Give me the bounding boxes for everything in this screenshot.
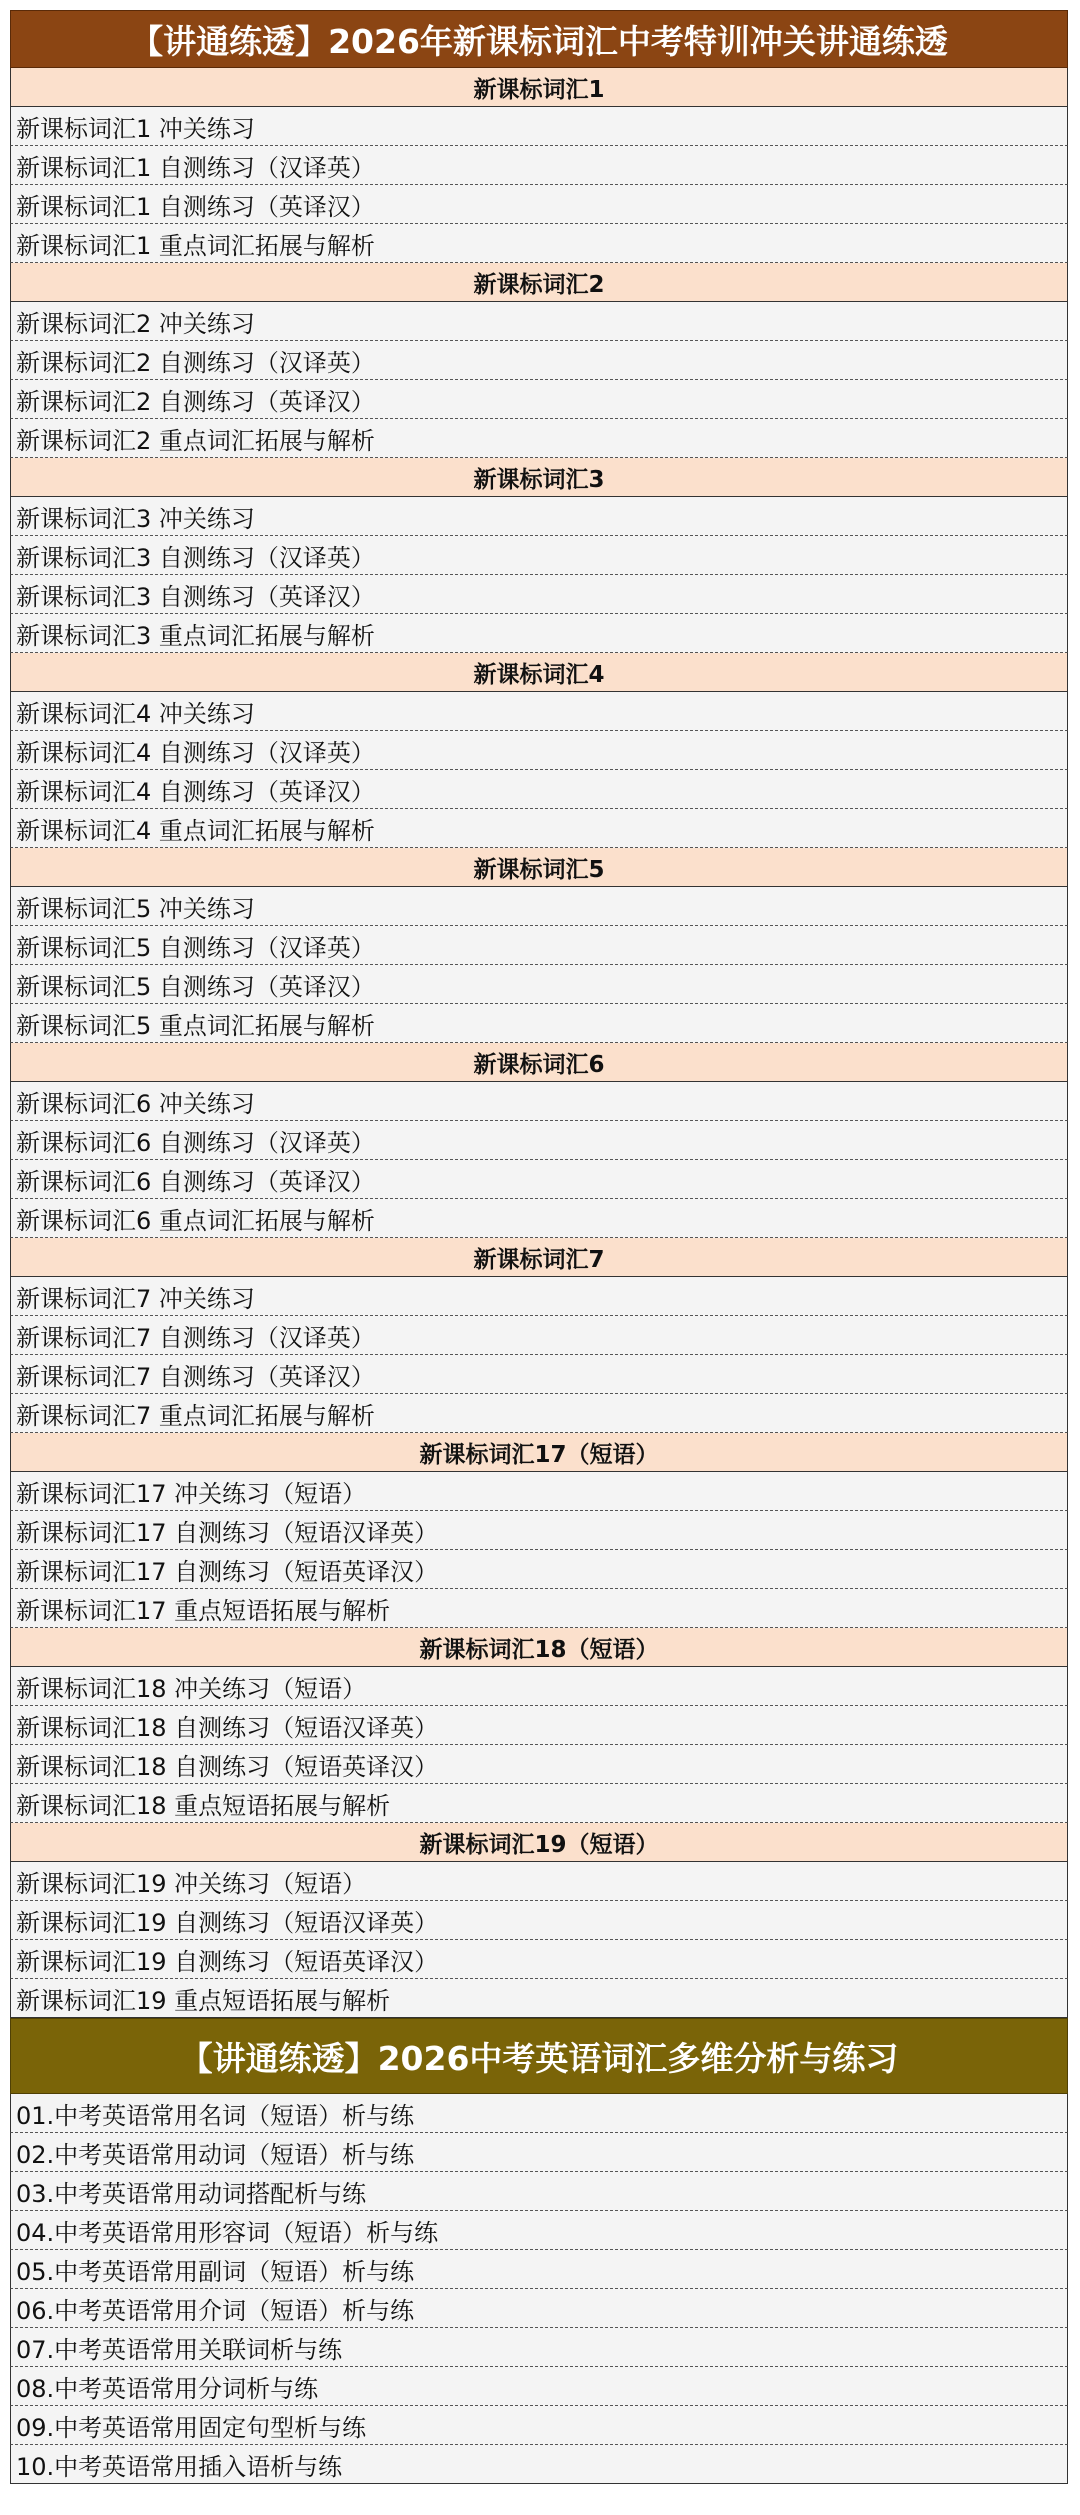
list-item[interactable]: 新课标词汇2 自测练习（汉译英）: [10, 341, 1068, 380]
list-item[interactable]: 新课标词汇2 重点词汇拓展与解析: [10, 419, 1068, 458]
list-item[interactable]: 新课标词汇7 重点词汇拓展与解析: [10, 1394, 1068, 1433]
section-17: [10, 1433, 1068, 1628]
list-item[interactable]: 新课标词汇1 冲关练习: [10, 107, 1068, 146]
list-item[interactable]: 新课标词汇5 重点词汇拓展与解析: [10, 1004, 1068, 1043]
list-item[interactable]: 03.中考英语常用动词搭配析与练: [10, 2172, 1068, 2211]
section-header: 新课标词汇2: [10, 263, 1068, 302]
list-item[interactable]: 新课标词汇19 自测练习（短语英译汉）: [10, 1940, 1068, 1979]
list-item[interactable]: 06.中考英语常用介词（短语）析与练: [10, 2289, 1068, 2328]
list-item[interactable]: 新课标词汇5 冲关练习: [10, 887, 1068, 926]
list-item[interactable]: 新课标词汇1 自测练习（英译汉）: [10, 185, 1068, 224]
list-item[interactable]: 新课标词汇2 自测练习（英译汉）: [10, 380, 1068, 419]
section-3: [10, 458, 1068, 653]
section-18: [10, 1628, 1068, 1823]
section-header: 新课标词汇6: [10, 1043, 1068, 1082]
section-header: 新课标词汇4: [10, 653, 1068, 692]
list-item[interactable]: 新课标词汇5 自测练习（英译汉）: [10, 965, 1068, 1004]
list-item[interactable]: 新课标词汇3 自测练习（英译汉）: [10, 575, 1068, 614]
list-item[interactable]: 新课标词汇19 自测练习（短语汉译英）: [10, 1901, 1068, 1940]
analysis-list: [10, 2094, 1068, 2484]
list-item[interactable]: 新课标词汇17 冲关练习（短语）: [10, 1472, 1068, 1511]
section-header: 新课标词汇5: [10, 848, 1068, 887]
list-item[interactable]: 01.中考英语常用名词（短语）析与练: [10, 2094, 1068, 2133]
list-item[interactable]: 新课标词汇18 重点短语拓展与解析: [10, 1784, 1068, 1823]
list-item[interactable]: 新课标词汇4 冲关练习: [10, 692, 1068, 731]
section-header: 新课标词汇3: [10, 458, 1068, 497]
list-item[interactable]: 04.中考英语常用形容词（短语）析与练: [10, 2211, 1068, 2250]
list-item[interactable]: 新课标词汇3 冲关练习: [10, 497, 1068, 536]
section-5: [10, 848, 1068, 1043]
list-item[interactable]: 新课标词汇4 自测练习（英译汉）: [10, 770, 1068, 809]
list-item[interactable]: 新课标词汇4 重点词汇拓展与解析: [10, 809, 1068, 848]
section-header: 新课标词汇17（短语）: [10, 1433, 1068, 1472]
list-item[interactable]: 新课标词汇3 自测练习（汉译英）: [10, 536, 1068, 575]
list-item[interactable]: 新课标词汇17 自测练习（短语英译汉）: [10, 1550, 1068, 1589]
list-item[interactable]: 新课标词汇6 冲关练习: [10, 1082, 1068, 1121]
section-19: [10, 1823, 1068, 2018]
list-item[interactable]: 新课标词汇3 重点词汇拓展与解析: [10, 614, 1068, 653]
section-header: 新课标词汇19（短语）: [10, 1823, 1068, 1862]
list-item[interactable]: 新课标词汇7 冲关练习: [10, 1277, 1068, 1316]
list-item[interactable]: 08.中考英语常用分词析与练: [10, 2367, 1068, 2406]
list-item[interactable]: 02.中考英语常用动词（短语）析与练: [10, 2133, 1068, 2172]
list-item[interactable]: 新课标词汇7 自测练习（汉译英）: [10, 1316, 1068, 1355]
list-item[interactable]: 新课标词汇6 重点词汇拓展与解析: [10, 1199, 1068, 1238]
list-item[interactable]: 新课标词汇17 自测练习（短语汉译英）: [10, 1511, 1068, 1550]
list-item[interactable]: 新课标词汇18 冲关练习（短语）: [10, 1667, 1068, 1706]
list-item[interactable]: 新课标词汇18 自测练习（短语汉译英）: [10, 1706, 1068, 1745]
section-2: [10, 263, 1068, 458]
list-item[interactable]: 新课标词汇1 重点词汇拓展与解析: [10, 224, 1068, 263]
list-item[interactable]: 新课标词汇18 自测练习（短语英译汉）: [10, 1745, 1068, 1784]
list-item[interactable]: 05.中考英语常用副词（短语）析与练: [10, 2250, 1068, 2289]
document-sheet: [10, 10, 1068, 2484]
list-item[interactable]: 新课标词汇6 自测练习（汉译英）: [10, 1121, 1068, 1160]
list-item[interactable]: 新课标词汇6 自测练习（英译汉）: [10, 1160, 1068, 1199]
list-item[interactable]: 新课标词汇2 冲关练习: [10, 302, 1068, 341]
list-item[interactable]: 新课标词汇7 自测练习（英译汉）: [10, 1355, 1068, 1394]
list-item[interactable]: 新课标词汇17 重点短语拓展与解析: [10, 1589, 1068, 1628]
main-title: 【讲通练透】2026年新课标词汇中考特训冲关讲通练透: [10, 10, 1068, 68]
second-title: 【讲通练透】2026中考英语词汇多维分析与练习: [10, 2018, 1068, 2094]
section-header: 新课标词汇7: [10, 1238, 1068, 1277]
list-item[interactable]: 新课标词汇19 冲关练习（短语）: [10, 1862, 1068, 1901]
list-item[interactable]: 新课标词汇19 重点短语拓展与解析: [10, 1979, 1068, 2018]
list-item[interactable]: 10.中考英语常用插入语析与练: [10, 2445, 1068, 2484]
section-header: 新课标词汇18（短语）: [10, 1628, 1068, 1667]
list-item[interactable]: 新课标词汇4 自测练习（汉译英）: [10, 731, 1068, 770]
list-item[interactable]: 09.中考英语常用固定句型析与练: [10, 2406, 1068, 2445]
section-1: [10, 68, 1068, 263]
list-item[interactable]: 新课标词汇5 自测练习（汉译英）: [10, 926, 1068, 965]
section-4: [10, 653, 1068, 848]
list-item[interactable]: 07.中考英语常用关联词析与练: [10, 2328, 1068, 2367]
section-7: [10, 1238, 1068, 1433]
section-header: 新课标词汇1: [10, 68, 1068, 107]
list-item[interactable]: 新课标词汇1 自测练习（汉译英）: [10, 146, 1068, 185]
section-6: [10, 1043, 1068, 1238]
